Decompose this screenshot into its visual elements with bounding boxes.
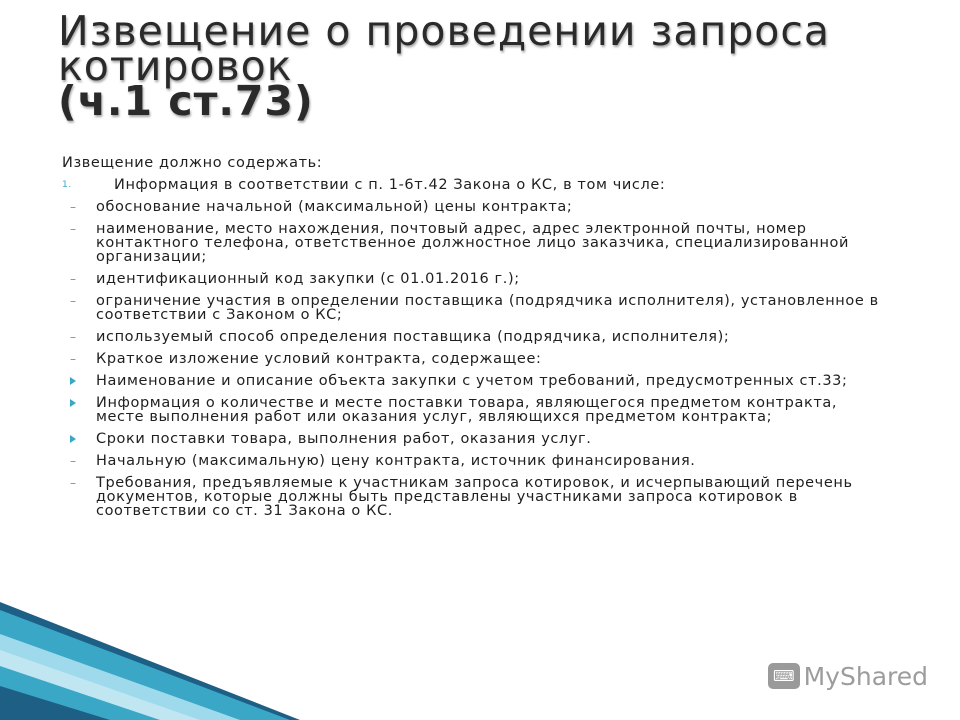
intro-text: Извещение должно содержать: (62, 155, 323, 171)
myshared-logo-text: MyShared (803, 661, 928, 691)
slide-title-line-1: Извещение о проведении запроса (58, 7, 831, 55)
list-item-text: Начальную (максимальную) цену контракта, источник финансирования. (96, 453, 696, 469)
list-item-text: Информация о количестве и месте поставки товара, являющегося предметом контракта, месте выполнения работ или оказания услуг, являющихся предметом контракта; (96, 395, 838, 425)
dash-bullet-icon: – (70, 476, 77, 490)
list-item (62, 476, 882, 518)
list-item (62, 454, 882, 468)
list-item-text: Требования, предъявляемые к участникам запроса котировок, и исчерпывающий перечень документов, которые должны быть представлены участниками запроса котировок в соответствии со ст. 31 Закона о КС. (96, 475, 853, 519)
slide-title-line-3: (ч.1 ст.73) (58, 77, 314, 125)
slide-title (58, 7, 918, 125)
list-item (62, 272, 882, 286)
list-item-text: наименование, место нахождения, почтовый адрес, адрес электронной почты, номер контактного телефона, ответственное должностное лицо заказчика, специализированной организации; (96, 221, 850, 265)
dash-bullet-icon: – (70, 222, 77, 236)
list-item (62, 432, 882, 446)
myshared-logo-icon: ⌨ (768, 663, 800, 689)
dash-bullet-icon: – (70, 294, 77, 308)
list-item-text: Наименование и описание объекта закупки с учетом требований, предусмотренных ст.33; (96, 373, 848, 389)
numbered-item-text: Информация в соответствии с п. 1-6т.42 Закона о КС, в том числе: (114, 177, 666, 193)
arrow-bullet-icon (70, 396, 76, 410)
list-item (62, 352, 882, 366)
bullet-list (62, 200, 882, 518)
dash-bullet-icon: – (70, 272, 77, 286)
list-item-text: Сроки поставки товара, выполнения работ, оказания услуг. (96, 431, 592, 447)
slide-title-line-2: котировок (58, 42, 293, 90)
numbered-item (62, 178, 882, 192)
dash-bullet-icon: – (70, 454, 77, 468)
list-item-text: Краткое изложение условий контракта, содержащее: (96, 351, 542, 367)
corner-decoration (0, 590, 300, 720)
item-number: 1. (62, 180, 72, 190)
list-item (62, 374, 882, 388)
list-item (62, 330, 882, 344)
arrow-bullet-icon (70, 432, 76, 446)
list-item (62, 396, 882, 424)
dash-bullet-icon: – (70, 200, 77, 214)
arrow-bullet-icon (70, 374, 76, 388)
list-item (62, 294, 882, 322)
dash-bullet-icon: – (70, 330, 77, 344)
dash-bullet-icon: – (70, 352, 77, 366)
list-item (62, 222, 882, 264)
list-item-text: обоснование начальной (максимальной) цены контракта; (96, 199, 573, 215)
myshared-logo (768, 656, 928, 696)
list-item (62, 200, 882, 214)
list-item-text: ограничение участия в определении поставщика (подрядчика исполнителя), установленное в соответствии с Законом о КС; (96, 293, 879, 323)
slide-body (62, 156, 882, 526)
list-item-text: идентификационный код закупки (с 01.01.2016 г.); (96, 271, 520, 287)
list-item-text: используемый способ определения поставщика (подрядчика, исполнителя); (96, 329, 730, 345)
